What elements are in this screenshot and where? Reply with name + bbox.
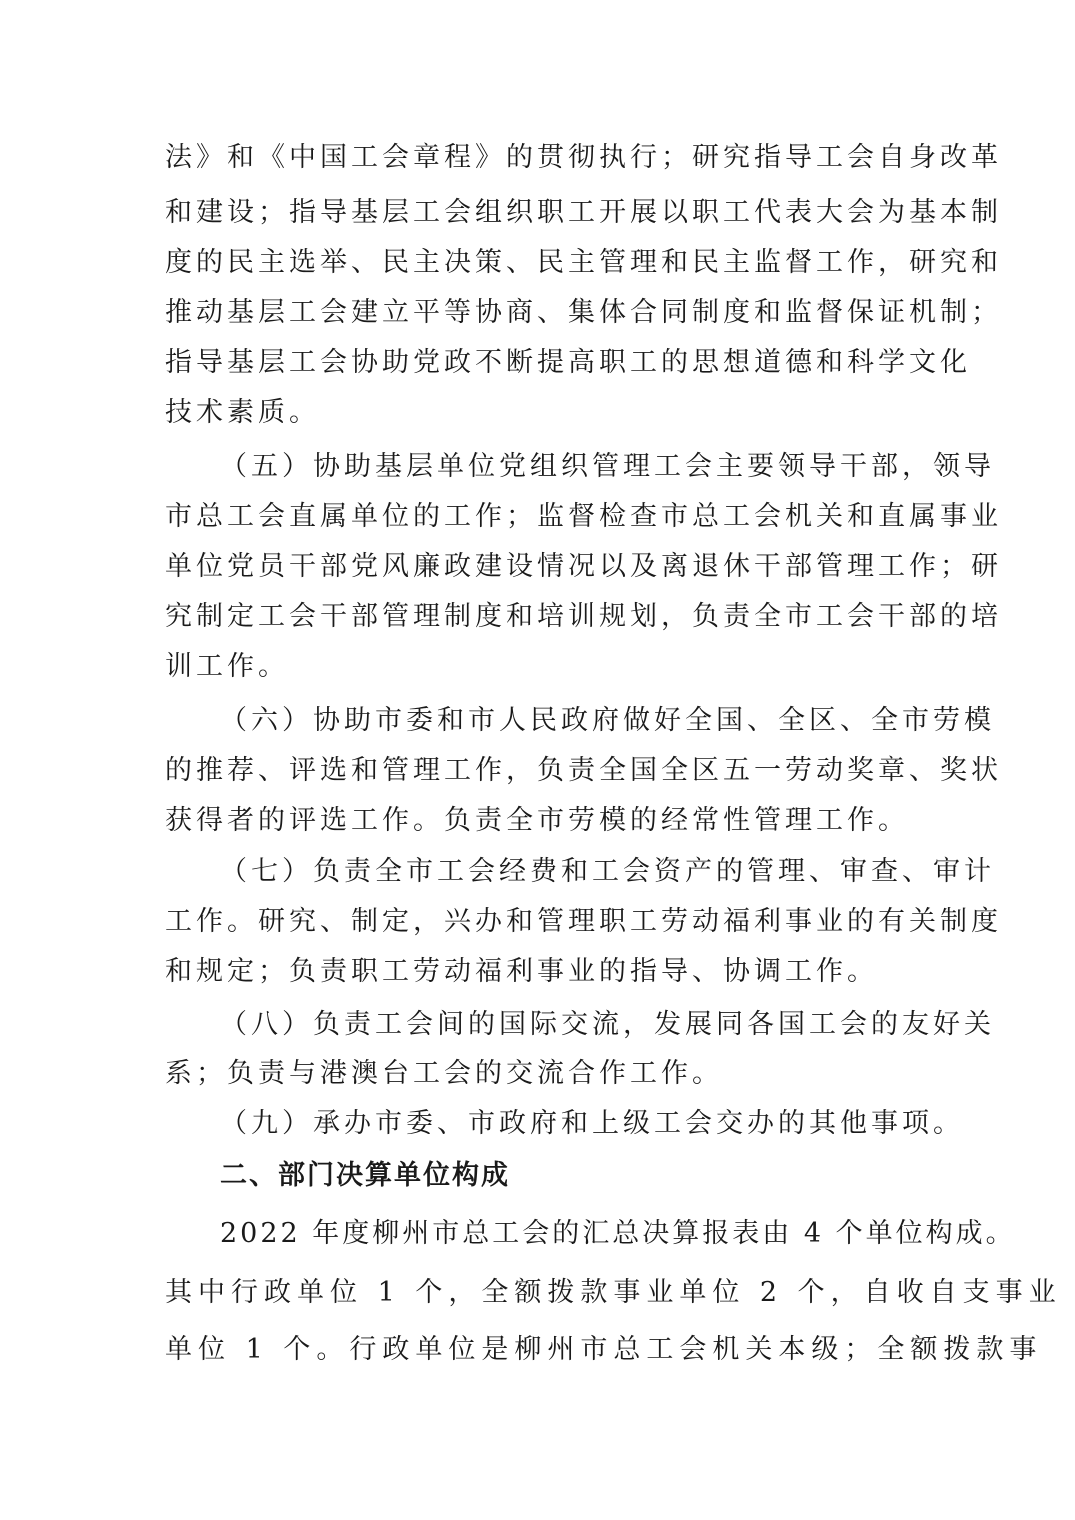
- body-text-line: 其中行政单位 1 个，全额拨款事业单位 2 个，自收自支事业: [165, 1277, 1062, 1308]
- body-text-line: 的推荐、评选和管理工作，负责全国全区五一劳动奖章、奖状: [165, 755, 1002, 786]
- item-six-paragraph: （六）协助市委和市人民政府做好全国、全区、全市劳模: [220, 705, 995, 736]
- unit-composition-paragraph: 2022 年度柳州市总工会的汇总决算报表由 4 个单位构成。: [220, 1218, 1016, 1249]
- body-text-line: 究制定工会干部管理制度和培训规划，负责全市工会干部的培: [165, 601, 1002, 632]
- body-text-line: 获得者的评选工作。负责全市劳模的经常性管理工作。: [165, 805, 909, 836]
- body-text-line: 和建设；指导基层工会组织职工开展以职工代表大会为基本制: [165, 197, 1002, 228]
- item-nine-paragraph: （九）承办市委、市政府和上级工会交办的其他事项。: [220, 1108, 964, 1139]
- body-text-line: 单位 1 个。行政单位是柳州市总工会机关本级；全额拨款事: [165, 1334, 1043, 1365]
- body-text-line: 度的民主选举、民主决策、民主管理和民主监督工作，研究和: [165, 247, 1002, 278]
- body-text-line: 单位党员干部党风廉政建设情况以及离退休干部管理工作；研: [165, 551, 1002, 582]
- body-text-line: 工作。研究、制定，兴办和管理职工劳动福利事业的有关制度: [165, 906, 1002, 937]
- item-five-paragraph: （五）协助基层单位党组织管理工会主要领导干部，领导: [220, 451, 995, 482]
- body-text-line: 法》和《中国工会章程》的贯彻执行；研究指导工会自身改革: [165, 142, 1002, 173]
- body-text-line: 指导基层工会协助党政不断提高职工的思想道德和科学文化: [165, 347, 971, 378]
- body-text-line: 和规定；负责职工劳动福利事业的指导、协调工作。: [165, 956, 878, 987]
- body-text-line: 市总工会直属单位的工作；监督检查市总工会机关和直属事业: [165, 501, 1002, 532]
- body-text-line: 训工作。: [165, 651, 289, 682]
- body-text-line: 推动基层工会建立平等协商、集体合同制度和监督保证机制；: [165, 297, 1002, 328]
- body-text-line: 技术素质。: [165, 397, 320, 428]
- section-heading: 二、部门决算单位构成: [220, 1160, 510, 1191]
- body-text-line: 系；负责与港澳台工会的交流合作工作。: [165, 1058, 723, 1089]
- item-seven-paragraph: （七）负责全市工会经费和工会资产的管理、审查、审计: [220, 856, 995, 887]
- item-eight-paragraph: （八）负责工会间的国际交流，发展同各国工会的友好关: [220, 1009, 995, 1040]
